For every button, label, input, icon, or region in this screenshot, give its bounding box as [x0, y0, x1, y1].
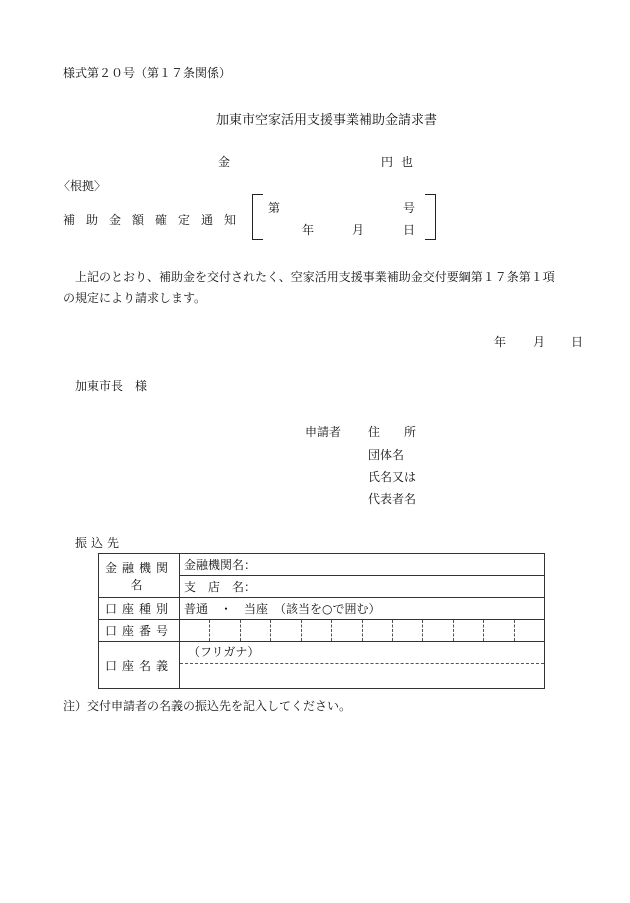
digit-cell[interactable] — [240, 620, 270, 641]
basis-label: 〈根拠〉 — [58, 179, 107, 193]
footnote: 注）交付申請者の名義の振込先を記入してください。 — [63, 699, 352, 713]
body-line-2: の規定により請求します。 — [63, 291, 207, 305]
digit-cell[interactable] — [301, 620, 331, 641]
notice-day: 日 — [403, 223, 416, 237]
applicant-rep: 代表者名 — [368, 492, 417, 506]
applicant-address: 住 所 — [368, 425, 417, 439]
applicant-name: 氏名又は — [368, 470, 417, 484]
applicant-label: 申請者 — [305, 425, 342, 439]
acct-name-input[interactable] — [180, 664, 544, 688]
notice-year: 年 — [302, 223, 315, 237]
digit-cell[interactable] — [392, 620, 422, 641]
notice-label: 補助金額確定通知 — [63, 213, 248, 227]
notice-dai: 第 — [268, 201, 281, 215]
date-year: 年 — [494, 335, 507, 349]
body-line-1: 上記のとおり、補助金を交付されたく、空家活用支援事業補助金交付要綱第１７条第１項 — [75, 270, 555, 284]
acct-type-field[interactable]: 普通 ・ 当座 （該当を○で囲む） — [180, 598, 545, 620]
page-title: 加東市空家活用支援事業補助金請求書 — [216, 113, 438, 128]
addressee: 加東市長 様 — [75, 379, 148, 393]
acct-number-label: 口座番号 — [99, 620, 180, 642]
form-number: 様式第２０号（第１７条関係） — [63, 66, 232, 80]
date-day: 日 — [571, 335, 584, 349]
notice-bracket-right — [425, 194, 436, 240]
acct-name-label: 口座名義 — [99, 642, 180, 689]
bank-name-field[interactable]: 金融機関名： — [180, 554, 545, 576]
notice-month: 月 — [352, 223, 365, 237]
digit-cell[interactable] — [453, 620, 483, 641]
digit-cell[interactable] — [180, 620, 209, 641]
notice-go: 号 — [403, 201, 416, 215]
bank-table — [98, 553, 545, 689]
date-month: 月 — [533, 335, 546, 349]
amount-label: 金 — [218, 155, 231, 169]
branch-field[interactable]: 支 店 名： — [180, 576, 545, 598]
digit-cell[interactable] — [514, 620, 544, 641]
acct-name-field[interactable] — [180, 642, 545, 689]
digit-cell[interactable] — [422, 620, 452, 641]
digit-cell[interactable] — [483, 620, 513, 641]
acct-number-field[interactable] — [180, 620, 545, 642]
amount-unit: 円也 — [381, 155, 422, 169]
digit-cell[interactable] — [362, 620, 392, 641]
furigana-label: （フリガナ） — [180, 642, 544, 664]
digit-cell[interactable] — [331, 620, 361, 641]
transfer-heading: 振込先 — [75, 536, 124, 550]
notice-bracket-left — [252, 194, 263, 240]
digit-cell[interactable] — [270, 620, 300, 641]
digit-cell[interactable] — [209, 620, 239, 641]
applicant-org: 団体名 — [368, 448, 405, 462]
bank-label: 金融機関名 — [99, 554, 180, 598]
acct-type-label: 口座種別 — [99, 598, 180, 620]
